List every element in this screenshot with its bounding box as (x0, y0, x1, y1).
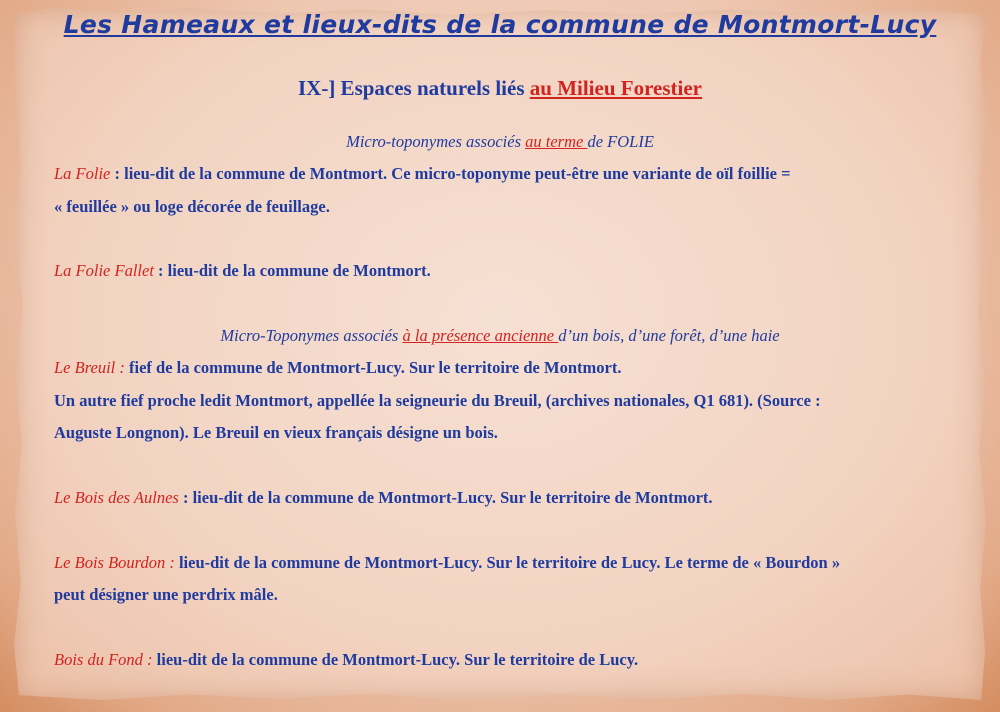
entry-le-breuil-line-1 (54, 358, 974, 378)
subheading-folie-part-a: Micro-toponymes associés (346, 132, 526, 151)
subheading-bois (0, 326, 1000, 346)
entry-bois-des-aulnes-text: : lieu-dit de la commune de Montmort-Lucy. Sur le territoire de Montmort. (178, 488, 713, 507)
entry-bois-bourdon-line-1 (54, 553, 974, 573)
entry-la-folie-fallet-term: La Folie Fallet (54, 261, 154, 280)
entry-la-folie-line-1 (54, 164, 974, 184)
entry-bois-bourdon-term: Le Bois Bourdon : (54, 553, 175, 572)
subheading-bois-part-c: d’un bois, d’une forêt, d’une haie (558, 326, 780, 345)
section-heading-highlight: au Milieu Forestier (529, 76, 703, 100)
entry-la-folie-fallet (54, 261, 974, 281)
subheading-bois-part-a: Micro-Toponymes associés (220, 326, 403, 345)
entry-le-breuil-text: fief de la commune de Montmort-Lucy. Sur le territoire de Montmort. (124, 358, 622, 377)
entry-bois-des-aulnes-term: Le Bois des Aulnes (54, 488, 179, 507)
subheading-folie-part-c: de FOLIE (587, 132, 654, 151)
entry-bois-du-fond (54, 650, 974, 670)
entry-bois-du-fond-term: Bois du Fond : (54, 650, 153, 669)
subheading-folie (0, 132, 1000, 152)
entry-bois-du-fond-text: lieu-dit de la commune de Montmort-Lucy. Sur le territoire de Lucy. (152, 650, 639, 669)
entry-le-breuil-line-2: Un autre fief proche ledit Montmort, appellée la seigneurie du Breuil, (archives nationales, Q1 681). (Source : (54, 391, 821, 410)
page-title: Les Hameaux et lieux-dits de la commune de Montmort-Lucy (63, 10, 937, 39)
section-heading (0, 76, 1000, 101)
entry-la-folie-line-2: « feuillée » ou loge décorée de feuillage. (54, 197, 330, 216)
subheading-folie-part-b: au terme (525, 132, 588, 151)
entry-le-breuil-line-3: Auguste Longnon). Le Breuil en vieux français désigne un bois. (54, 423, 498, 442)
entry-bois-des-aulnes (54, 488, 974, 508)
entry-bois-bourdon-line-2: peut désigner une perdrix mâle. (54, 585, 278, 604)
entry-bois-bourdon-text: lieu-dit de la commune de Montmort-Lucy. Sur le territoire de Lucy. Le terme de « Bourdon » (174, 553, 841, 572)
section-heading-prefix: IX-] Espaces naturels liés (297, 76, 530, 100)
entry-le-breuil-term: Le Breuil : (54, 358, 125, 377)
entry-la-folie-term: La Folie (54, 164, 111, 183)
entry-la-folie-fallet-text: : lieu-dit de la commune de Montmort. (153, 261, 431, 280)
entry-la-folie-text: : lieu-dit de la commune de Montmort. Ce micro-toponyme peut-être une variante de oïl foillie = (110, 164, 791, 183)
subheading-bois-part-b: à la présence ancienne (402, 326, 559, 345)
